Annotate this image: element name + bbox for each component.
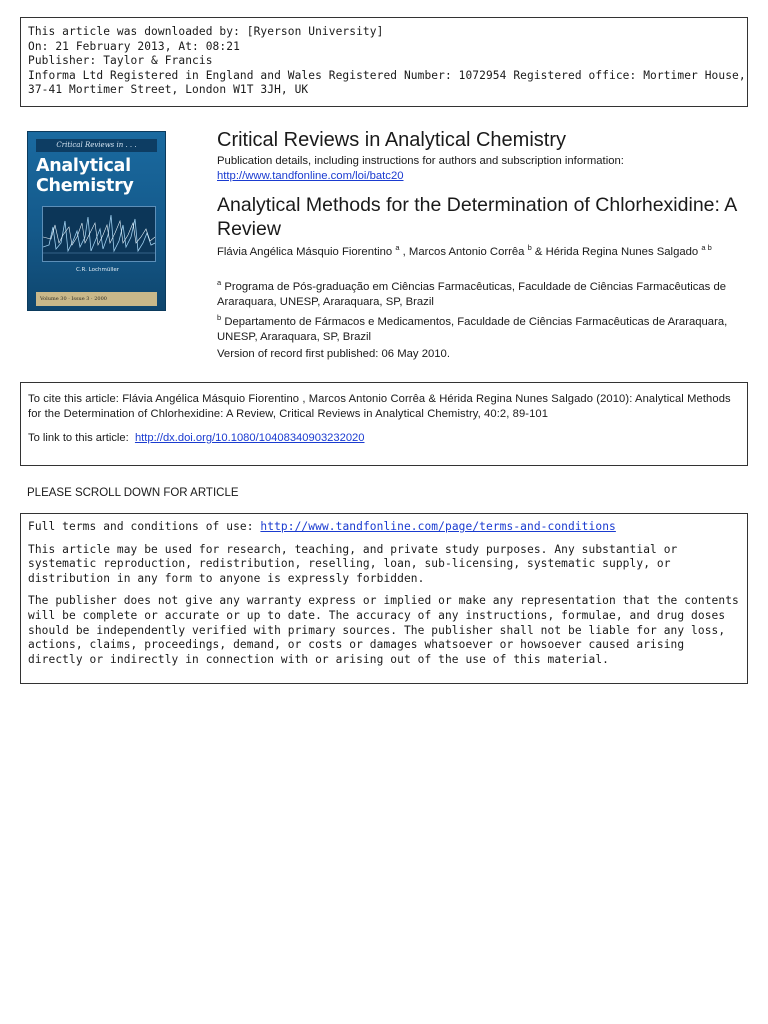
affiliation-text: Programa de Pós-graduação em Ciências Farmacêuticas, Faculdade de Ciências Farmacêuticas de Araraquara, UNESP, Araraquara, SP, Brazil xyxy=(217,281,727,308)
terms-label: Full terms and conditions of use: xyxy=(28,520,254,533)
cover-title xyxy=(36,156,134,196)
journal-cover-image xyxy=(27,131,166,311)
disclaimer-paragraph: The publisher does not give any warranty express or implied or make any representation that the contents will be complete or accurate or up to date. The accuracy of any instructions, formulae, and drug doses should be independently verified with primary sources. The publisher shall not be liable for any loss, actions, claims, proceedings, demand, or costs or damages whatsoever or howsoever caused arising directly or indirectly in connection with or arising out of the use of this material. xyxy=(28,594,739,666)
affiliation-a xyxy=(217,280,737,310)
terms-line xyxy=(28,520,740,535)
terms-box xyxy=(20,513,748,684)
address-line: 37-41 Mortimer Street, London W1T 3JH, UK xyxy=(28,83,309,97)
author-name: & Hérida Regina Nunes Salgado xyxy=(534,246,699,258)
article-title: Analytical Methods for the Determination of Chlorhexidine: A Review xyxy=(217,194,737,240)
journal-url-link[interactable]: http://www.tandfonline.com/loi/batc20 xyxy=(217,170,404,182)
citation-box xyxy=(20,382,748,466)
publisher-line: Publisher: Taylor & Francis xyxy=(28,54,213,68)
cover-title-line: Chemistry xyxy=(36,176,134,196)
registered-office-line: Informa Ltd Registered in England and Wales Registered Number: 1072954 Registered office: Mortimer House, xyxy=(28,68,746,82)
download-date-line: On: 21 February 2013, At: 08:21 xyxy=(28,39,240,53)
scroll-down-notice: PLEASE SCROLL DOWN FOR ARTICLE xyxy=(27,487,239,499)
version-of-record: Version of record first published: 06 May 2010. xyxy=(217,348,450,360)
publication-details: Publication details, including instructions for authors and subscription information: xyxy=(217,155,624,167)
cover-editor: C.R. Lochmüller xyxy=(75,267,120,273)
author-name: Flávia Angélica Másquio Fiorentino xyxy=(217,246,393,258)
affiliation-marker: a xyxy=(395,243,400,252)
author-name: , Marcos Antonio Corrêa xyxy=(402,246,525,258)
article-authors xyxy=(217,244,737,260)
affiliation-marker: b xyxy=(527,243,532,252)
cover-series-label: Critical Reviews in . . . xyxy=(36,139,157,152)
affiliation-marker: a xyxy=(217,278,222,287)
journal-title: Critical Reviews in Analytical Chemistry xyxy=(217,129,566,151)
cover-volume-label: Volume 30 · Issue 3 · 2000 xyxy=(36,292,157,306)
affiliation-marker: b xyxy=(217,313,222,322)
article-link-line xyxy=(28,431,747,446)
article-link-label: To link to this article: xyxy=(28,432,129,444)
terms-paragraph: This article may be used for research, teaching, and private study purposes. Any substantial or systematic reproduction, redistribution, reselling, loan, sub-licensing, systematic supply, or distribution in any form to anyone is expressly forbidden. xyxy=(28,542,678,585)
cover-chromatogram-graphic xyxy=(42,206,156,262)
affiliation-marker: a b xyxy=(701,243,712,252)
article-doi-link[interactable]: http://dx.doi.org/10.1080/10408340903232020 xyxy=(134,432,365,444)
affiliation-text: Departamento de Fármacos e Medicamentos, Faculdade de Ciências Farmacêuticas de Araraquara, UNESP, Araraquara, SP, Brazil xyxy=(217,316,728,343)
download-info-box xyxy=(20,17,748,107)
cover-title-line: Analytical xyxy=(36,156,131,176)
affiliation-b xyxy=(217,315,737,345)
citation-text: To cite this article: Flávia Angélica Másquio Fiorentino , Marcos Antonio Corrêa & Hérida Regina Nunes Salgado (2010): Analytical Methods for the Determination of Chlorhexidine: A Review, Critical Reviews in Analytical Chemistry, 40:2, 89-101 xyxy=(28,393,731,420)
download-line: This article was downloaded by: [Ryerson University] xyxy=(28,25,384,38)
terms-link[interactable]: http://www.tandfonline.com/page/terms-and-conditions xyxy=(260,520,616,533)
cover-waveform xyxy=(43,207,155,261)
